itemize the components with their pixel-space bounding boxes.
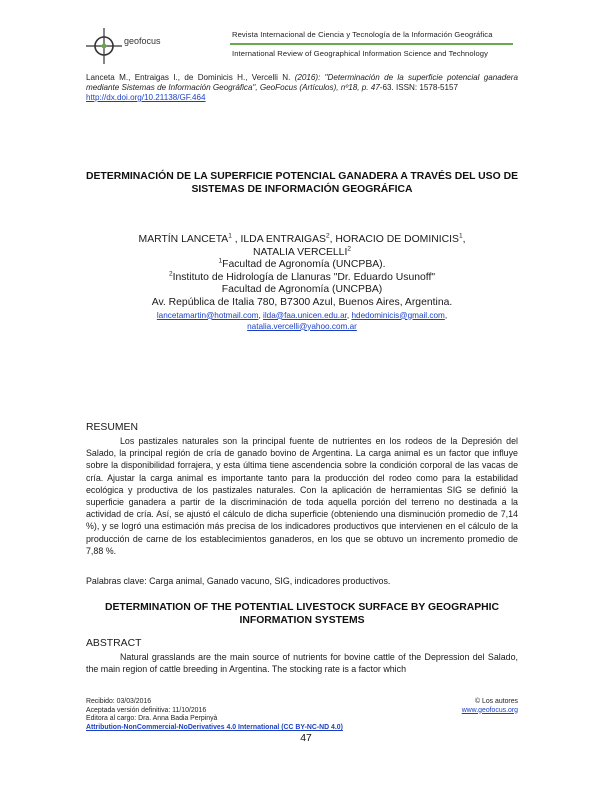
author-line-1 [86, 234, 518, 247]
keywords: Palabras clave: Carga animal, Ganado vacuno, SIG, indicadores productivos. [86, 576, 391, 586]
header-divider [230, 43, 513, 45]
author-name: , HORACIO DE DOMINICIS [329, 234, 459, 245]
footer-dates [86, 698, 217, 724]
affiliation-marker: 2 [168, 270, 173, 278]
author-name: MARTÍN LANCETA [138, 234, 229, 245]
author-line-2 [86, 247, 518, 260]
received-date: Recibido: 03/03/2016 [86, 698, 152, 705]
affiliation-marker: 1 [228, 232, 232, 240]
affiliation-2 [86, 272, 518, 285]
affiliation-text: Instituto de Hidrología de Llanuras "Dr. Eduardo Usunoff" [172, 271, 436, 283]
separator: , [258, 310, 264, 320]
affiliation-1 [86, 259, 518, 272]
authors-block [86, 234, 518, 332]
email-link[interactable]: natalia.vercelli@yahoo.com.ar [247, 321, 357, 331]
editor: Editora al cargo: Dra. Anna Badia Perpinyà [86, 715, 218, 723]
copyright: © Los autores [475, 698, 518, 705]
address: Av. República de Italia 780, B7300 Azul, Buenos Aires, Argentina. [151, 296, 453, 308]
separator: , [462, 234, 466, 245]
separator: , [444, 310, 448, 320]
affiliation-marker: 2 [325, 232, 330, 240]
doi-link[interactable]: http://dx.doi.org/10.21138/GF.464 [86, 93, 206, 102]
footer-right [462, 698, 518, 715]
license-link[interactable]: Attribution-NonCommercial-NoDerivatives 4.0 International (CC BY-NC-ND 4.0) [86, 724, 343, 731]
emails [86, 310, 518, 332]
email-link[interactable]: ilda@faa.unicen.edu.ar [263, 310, 347, 320]
affiliation-text: Facultad de Agronomía (UNCPBA). [222, 259, 386, 271]
abstract-text: Natural grasslands are the main source of nutrients for bovine cattle of the Depression del Salado, the main region of cattle breeding in Argentina. The stocking rate is a factor which [86, 652, 518, 675]
page-number: 47 [300, 733, 312, 744]
site-link[interactable]: www.geofocus.org [461, 706, 518, 714]
geofocus-logo [86, 26, 186, 66]
citation-journal: GeoFocus (Artículos), nº18, p. 47 [259, 83, 380, 92]
email-link[interactable]: hdedominicis@gmail.com [351, 310, 445, 320]
abstract-heading: ABSTRACT [86, 638, 142, 649]
citation-title: (2016): "Determinación de la superficie potencial ganadera mediante Sistemas de Información Geográfica", [86, 73, 518, 92]
author-name: NATALIA VERCELLI [253, 246, 348, 258]
accepted-date: Aceptada versión definitiva: 11/10/2016 [86, 706, 207, 714]
citation-authors: Lanceta M., Entraigas I., de Dominicis H., Vercelli N. [86, 73, 291, 82]
resumen-heading: RESUMEN [86, 422, 138, 433]
paper-title: DETERMINACIÓN DE LA SUPERFICIE POTENCIAL GANADERA A TRAVÉS DEL USO DE SISTEMAS DE INFORMACIÓN GEOGRÁFICA [86, 171, 519, 195]
author-name: , ILDA ENTRAIGAS [231, 234, 326, 245]
email-link[interactable]: lancetamartin@hotmail.com [156, 310, 259, 320]
citation-pages: -63. ISSN: 1578-5157 [379, 83, 459, 92]
resumen-text: Los pastizales naturales son la principal fuente de nutrientes en los rodeos de la Depresión del Salado, la principal región de cría de ganado bovino de Argentina. La carga animal es un factor que influye sobre la disponibilidad forrajera, y esta última tiene ascendencia sobre la condición corporal de las vacas de cría. Ajustar la carga animal es importante tanto para la producción del rodeo como para la estabilidad ecológica y productiva de los pastizales naturales. Con la aplicación de herramientas SIG se definió la superficie ganadera a partir de la discriminación de toda aquella porción del terreno no destinada a la actividad de cría. Así, se ajustó el cálculo de dicha superficie (obteniendo una disminución promedio de 7,14 %), y se logró una estimación más precisa de los indicadores productivos que intervienen en el cálculo de la producción de carne de los establecimientos ganaderos, en los que se obtuvo un incremento promedio de 7,88 %. [86, 436, 518, 556]
affiliation-marker: 1 [218, 257, 223, 265]
journal-title-es: Revista Internacional de Ciencia y Tecnología de la Información Geográfica [232, 30, 493, 39]
affiliation-marker: 2 [347, 245, 351, 253]
logo-text: geofocus [124, 36, 161, 46]
separator: , [346, 310, 352, 320]
citation [86, 73, 518, 103]
journal-title-en: International Review of Geographical Information Science and Technology [232, 49, 489, 58]
paper-title-en: DETERMINATION OF THE POTENTIAL LIVESTOCK SURFACE BY GEOGRAPHIC INFORMATION SYSTEMS [104, 602, 500, 626]
affiliation-marker: 1 [458, 232, 463, 240]
affiliation-2b: Facultad de Agronomía (UNCPBA) [221, 284, 383, 296]
